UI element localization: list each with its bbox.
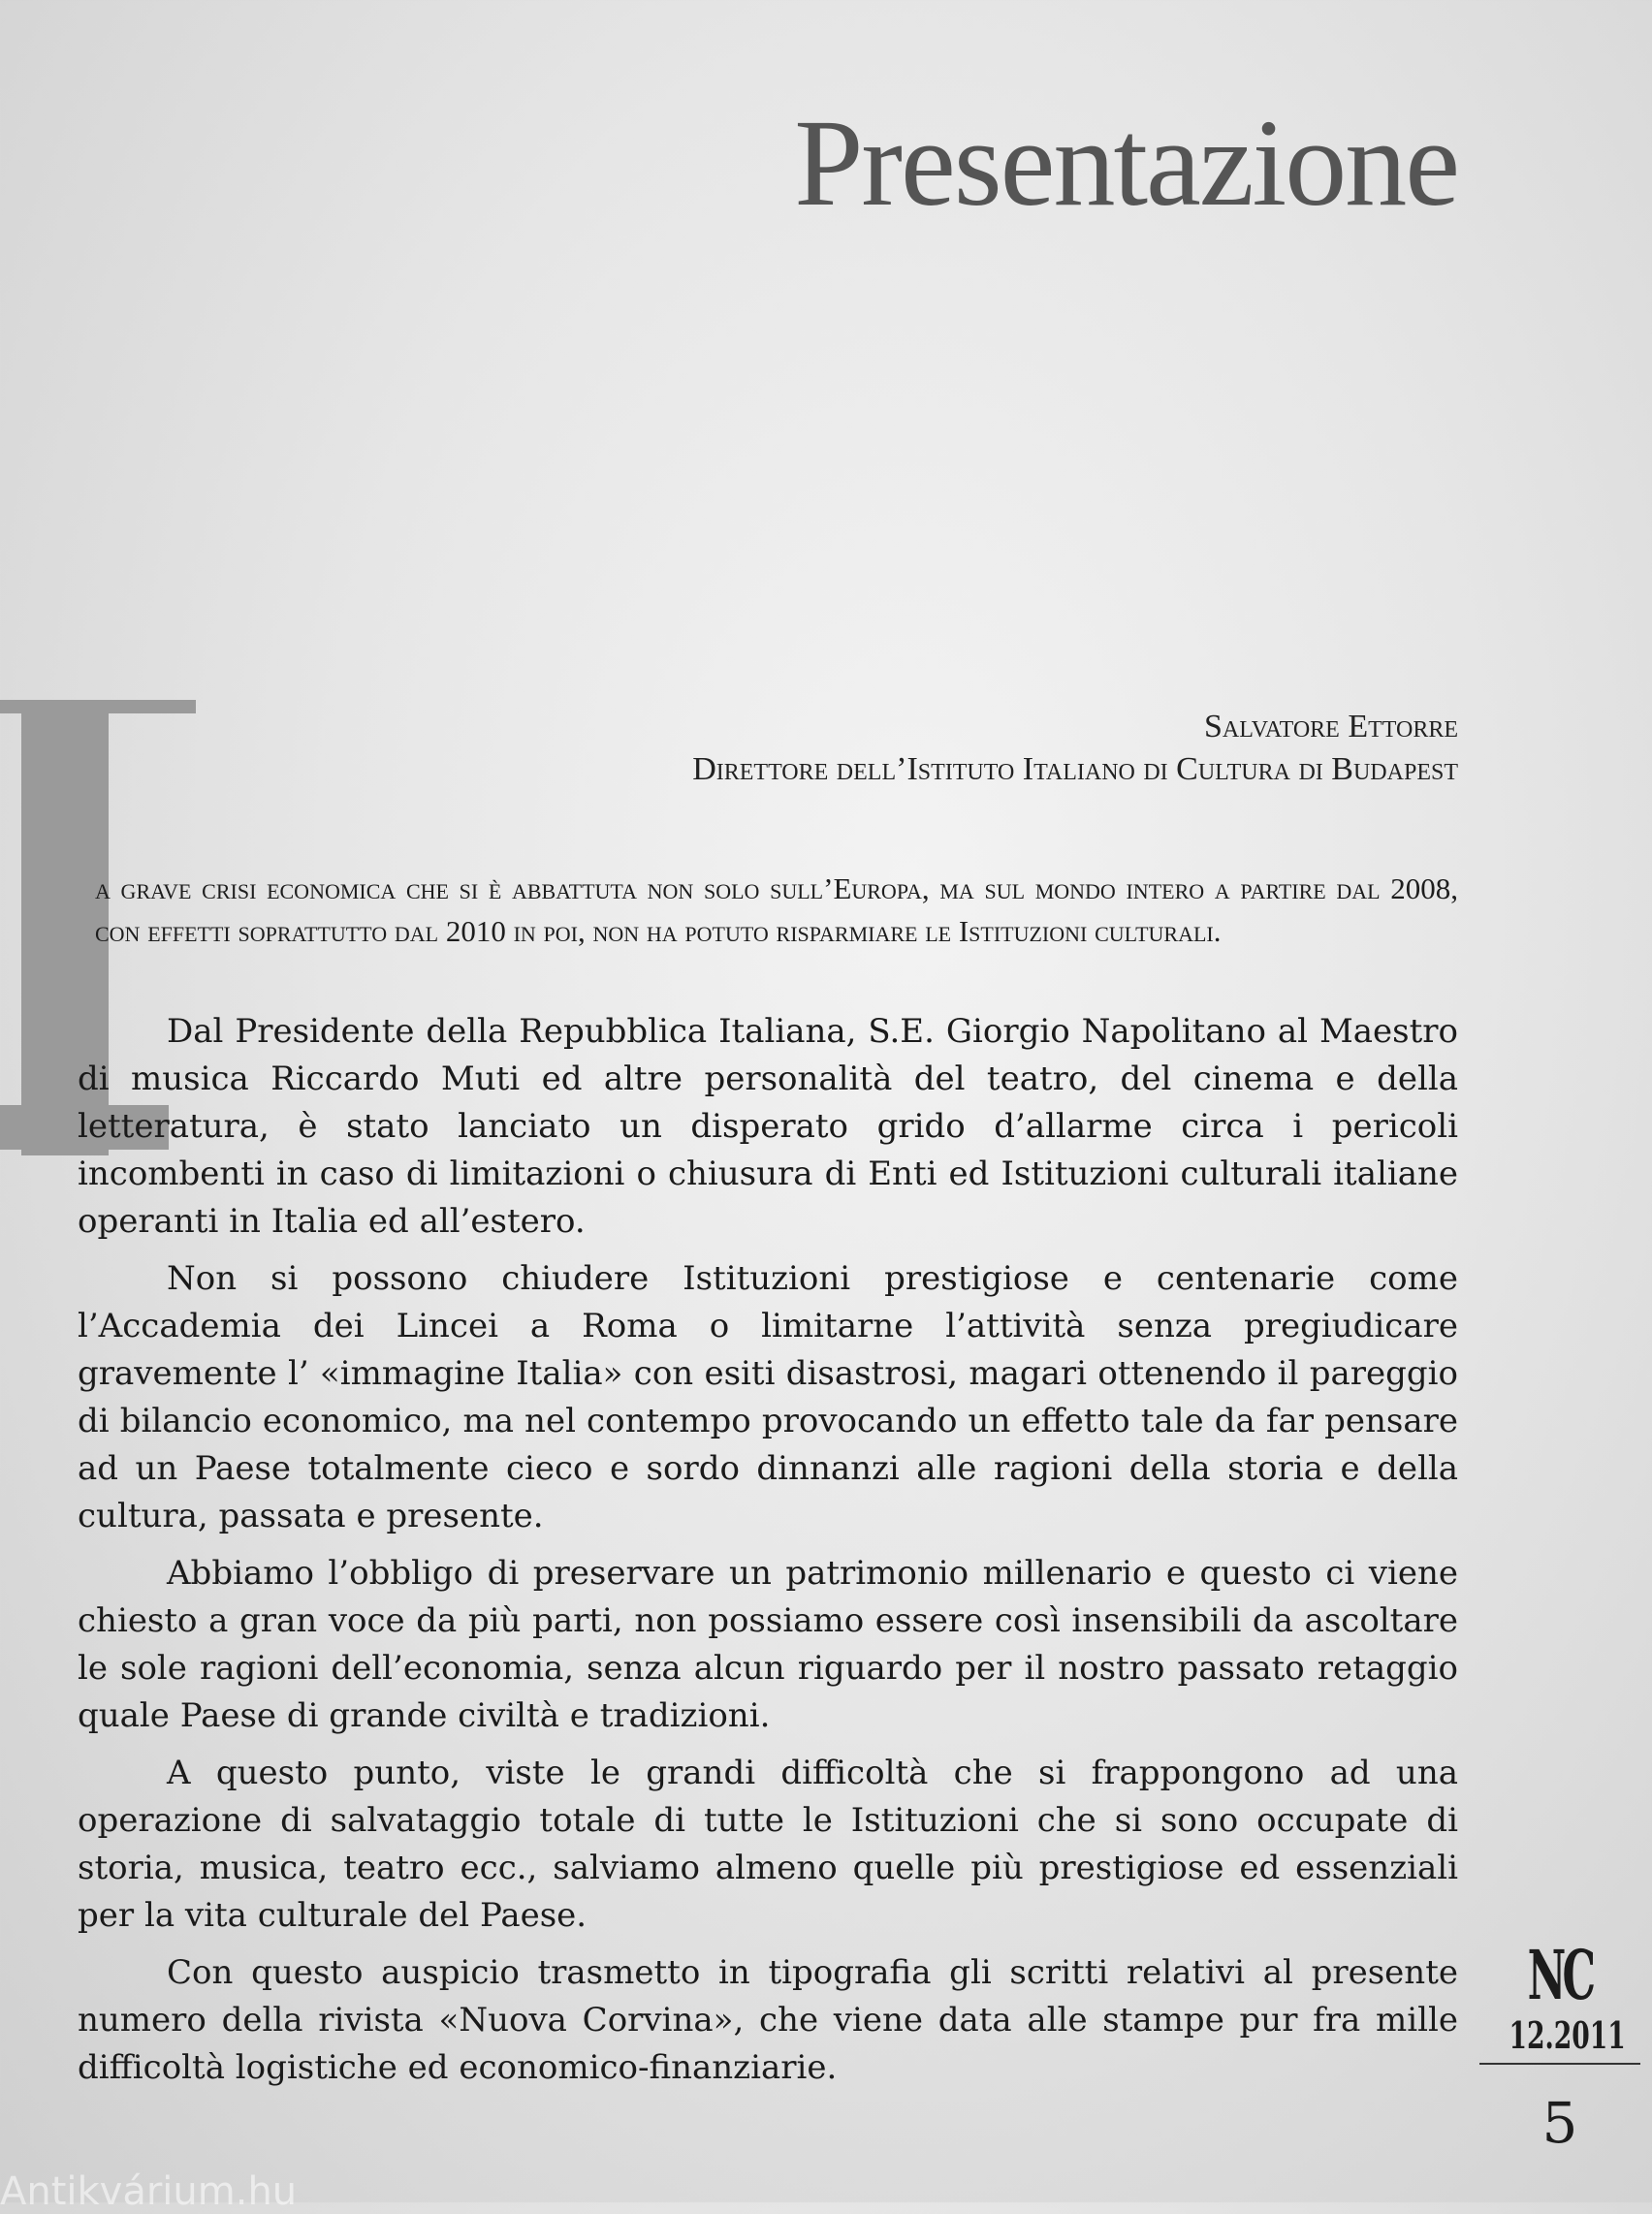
body-paragraph-1: Dal Presidente della Repubblica Italiana, S.E. Giorgio Napolitano al Maestro di musica Riccardo Muti ed altre personalità del teatro, del cinema e della letteratura, è stato lanciato un disperato grido d’allarme circa i pericoli incombenti in caso di limitazioni o chiusura di Enti ed Istituzioni culturali italiane operanti in Italia ed all’estero.	[78, 1012, 1458, 1241]
lead-text: a grave crisi economica che si è abbattuta non solo sull’Europa, ma sul mondo intero a partire dal 2008, con effetti soprattutto dal 2010 in poi, non ha potuto risparmiare le Istituzioni culturali.	[95, 871, 1458, 948]
body-paragraph-5: Con questo auspicio trasmetto in tipografia gli scritti relativi al presente numero della rivista «Nuova Corvina», che viene data alle stampe pur fra mille difficoltà logistiche ed economico-finanziarie.	[78, 1953, 1458, 2087]
body-paragraph-3: Abbiamo l’obbligo di preservare un patrimonio millenario e questo ci viene chiesto a gran voce da più parti, non possiamo essere così insensibili da ascoltare le sole ragioni dell’economia, senza alcun riguardo per il nostro passato retaggio quale Paese di grande civiltà e tradizioni.	[78, 1554, 1458, 1735]
journal-logo: NC	[1527, 1935, 1593, 2015]
author-role: Direttore dell’Istituto Italiano di Cultura di Budapest	[692, 751, 1458, 787]
watermark: Antikvárium.hu	[0, 2169, 298, 2214]
article-body	[78, 1008, 1458, 2102]
issue-number: 12.2011	[1509, 2013, 1626, 2057]
author-byline	[692, 706, 1458, 791]
body-paragraph-2: Non si possono chiudere Istituzioni prestigiose e centenarie come l’Accademia dei Lincei a Roma o limitarne l’attività senza pregiudicare gravemente l’ «immagine Italia» con esiti disastrosi, magari ottenendo il pareggio di bilancio economico, ma nel contempo provocando un effetto tale da far pensare ad un Paese totalmente cieco e sordo dinnanzi alle ragioni della storia e della cultura, passata e presente.	[78, 1259, 1458, 1535]
footer-divider	[1479, 2063, 1640, 2065]
journal-footer	[1487, 1935, 1633, 2171]
page-title: Presentazione	[794, 94, 1458, 232]
page-number: 5	[1541, 2090, 1578, 2156]
body-paragraph-4: A questo punto, viste le grandi difficoltà che si frappongono ad una operazione di salvataggio totale di tutte le Istituzioni che si sono occupate di storia, musica, teatro ecc., salviamo almeno quelle più prestigiose ed essenziali per la vita culturale del Paese.	[78, 1754, 1458, 1935]
lead-paragraph	[95, 868, 1458, 953]
author-name: Salvatore Ettorre	[1204, 709, 1458, 744]
